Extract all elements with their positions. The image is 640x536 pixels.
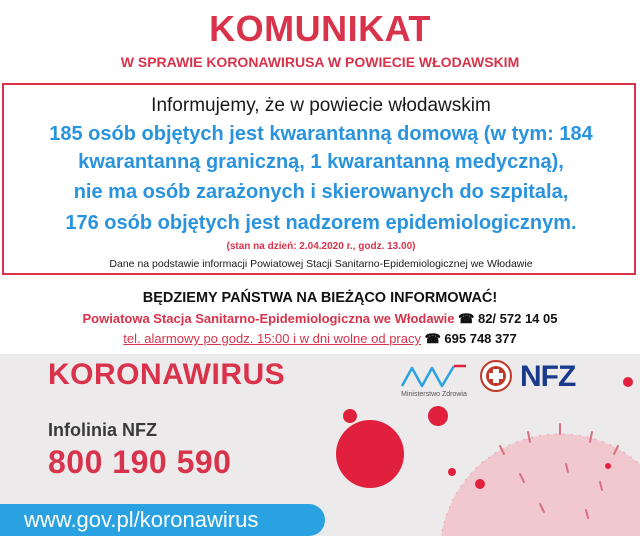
alarm-line <box>0 331 640 347</box>
infolinia-number[interactable]: 800 190 590 <box>48 444 232 480</box>
info-line-1: 185 osób objętych jest kwarantanną domową (w tym: 184 <box>49 123 593 145</box>
page-subtitle: W SPRAWIE KORONAWIRUSA W POWIECIE WŁODAWSKIM <box>120 54 520 70</box>
inform-heading: BĘDZIEMY PAŃSTWA NA BIEŻĄCO INFORMOWAĆ! <box>142 290 498 306</box>
info-line-4: 176 osób objętych jest nadzorem epidemiologicznym. <box>65 212 577 234</box>
station-phone[interactable]: ☎ 82/ 572 14 05 <box>458 311 558 326</box>
koronawirus-title: KORONAWIRUS <box>48 358 286 391</box>
ministerstwo-zdrowia-label: Ministerstwo Zdrowia <box>401 391 467 398</box>
bottom-banner <box>0 354 640 536</box>
sanepid-emblem <box>480 360 512 392</box>
ministerstwo-zdrowia-label-wrap <box>398 358 470 402</box>
alarm-description-link[interactable]: tel. alarmowy po godz. 15:00 i w dni wolne od pracy <box>123 331 421 346</box>
info-line-2: kwarantanną graniczną, 1 kwarantanną medyczną), <box>78 151 564 173</box>
data-source-note: Dane na podstawie informacji Powiatowej Stacji Sanitarno-Epidemiologicznej we Włodawie <box>109 258 533 270</box>
gov-url-link[interactable]: www.gov.pl/koronawirus <box>24 507 259 532</box>
status-date: (stan na dzień: 2.04.2020 r., godz. 13.00) <box>226 241 416 252</box>
station-line <box>0 311 640 327</box>
url-banner[interactable] <box>0 504 325 536</box>
infolinia-label: Infolinia NFZ <box>48 420 157 440</box>
alarm-phone[interactable]: ☎ 695 748 377 <box>424 331 517 346</box>
station-name: Powiatowa Stacja Sanitarno-Epidemiologiczna we Włodawie <box>82 311 455 326</box>
nfz-logo: NFZ <box>520 360 576 393</box>
notice-section <box>0 284 640 354</box>
page-title: KOMUNIKAT <box>209 8 431 49</box>
info-intro: Informujemy, że w powiecie włodawskim <box>151 95 491 116</box>
info-box <box>2 83 636 275</box>
info-line-3: nie ma osób zarażonych i skierowanych do szpitala, <box>73 181 569 203</box>
